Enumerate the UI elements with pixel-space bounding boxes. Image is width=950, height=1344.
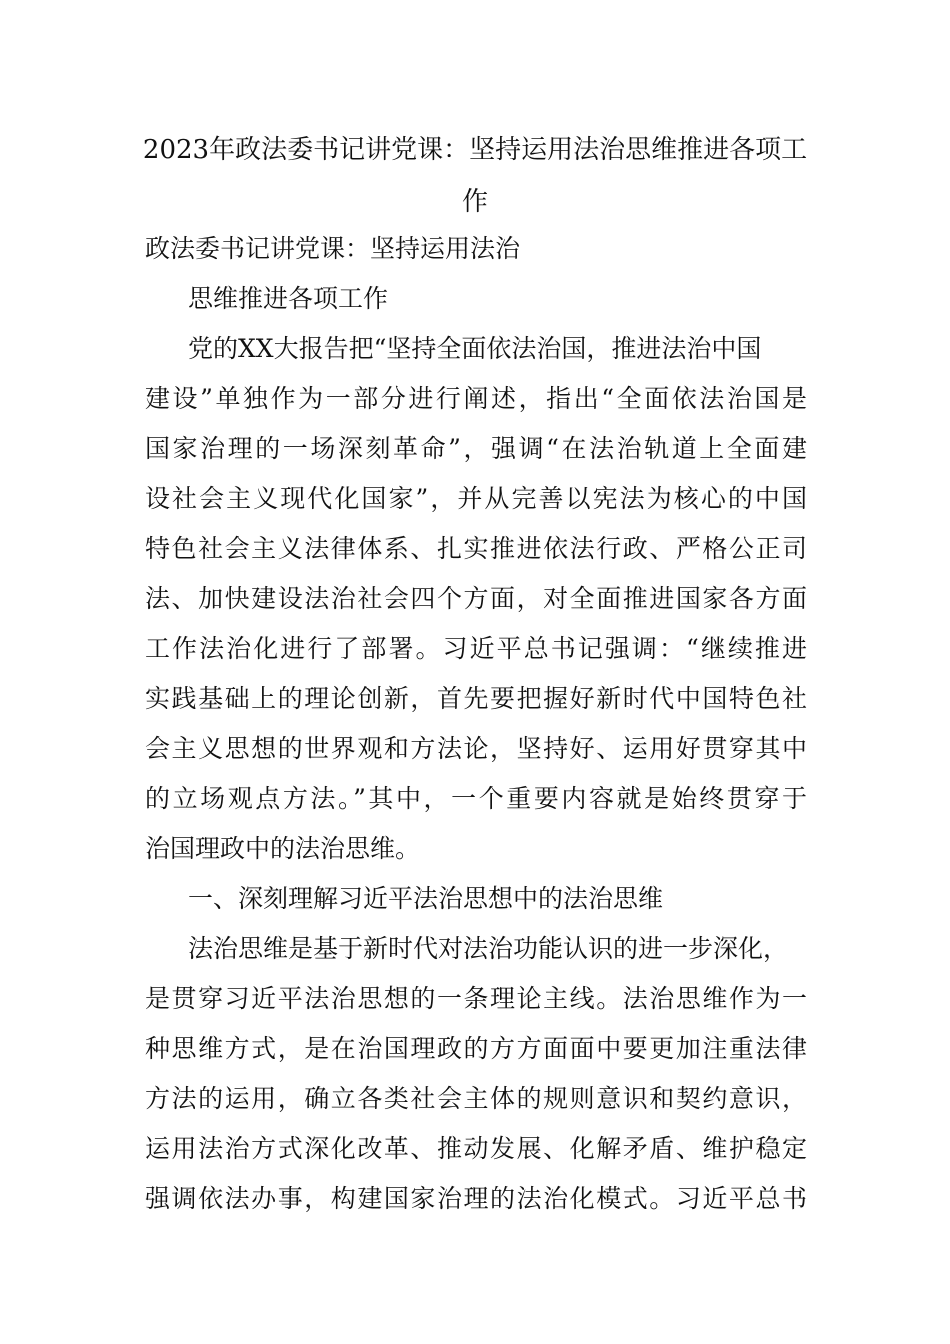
paragraph-line: 法、加快建设法治社会四个方面，对全面推进国家各方面 bbox=[145, 584, 807, 613]
paragraph-line: 会主义思想的世界观和方法论，坚持好、运用好贯穿其中 bbox=[145, 734, 807, 763]
paragraph-line: 工作法治化进行了部署。习近平总书记强调：“继续推进 bbox=[145, 634, 807, 663]
paragraph-line: 实践基础上的理论创新，首先要把握好新时代中国特色社 bbox=[145, 684, 807, 713]
paragraph-line: 强调依法办事，构建国家治理的法治化模式。习近平总书 bbox=[145, 1184, 807, 1213]
section-heading: 一、深刻理解习近平法治思想中的法治思维 bbox=[188, 884, 664, 913]
paragraph-line: 方法的运用，确立各类社会主体的规则意识和契约意识， bbox=[145, 1084, 807, 1113]
document-title bbox=[140, 124, 810, 228]
title-line-2: 作 bbox=[461, 187, 488, 217]
subtitle-line-1: 政法委书记讲党课：坚持运用法治 bbox=[145, 234, 521, 263]
paragraph-line: 法治思维是基于新时代对法治功能认识的进一步深化， bbox=[188, 934, 789, 963]
paragraph-line: 运用法治方式深化改革、推动发展、化解矛盾、维护稳定 bbox=[145, 1134, 807, 1163]
paragraph-line: 特色社会主义法律体系、扎实推进依法行政、严格公正司 bbox=[145, 534, 807, 563]
paragraph-line: 种思维方式，是在治国理政的方方面面中要更加注重法律 bbox=[145, 1034, 807, 1063]
title-line-1: 2023年政法委书记讲党课：坚持运用法治思维推进各项工 bbox=[142, 135, 808, 165]
paragraph-line: 是贯穿习近平法治思想的一条理论主线。法治思维作为一 bbox=[145, 984, 807, 1013]
paragraph-line: 设社会主义现代化国家”，并从完善以宪法为核心的中国 bbox=[145, 484, 807, 513]
subtitle-line-2: 思维推进各项工作 bbox=[188, 284, 389, 313]
paragraph-line: 国家治理的一场深刻革命”，强调“在法治轨道上全面建 bbox=[145, 434, 807, 463]
paragraph-line: 治国理政中的法治思维。 bbox=[145, 834, 421, 863]
paragraph-line: 的立场观点方法。”其中，一个重要内容就是始终贯穿于 bbox=[145, 784, 807, 813]
paragraph-line: 党的XX大报告把“坚持全面依法治国，推进法治中国 bbox=[188, 334, 762, 363]
paragraph-line: 建设”单独作为一部分进行阐述，指出“全面依法治国是 bbox=[145, 384, 807, 413]
